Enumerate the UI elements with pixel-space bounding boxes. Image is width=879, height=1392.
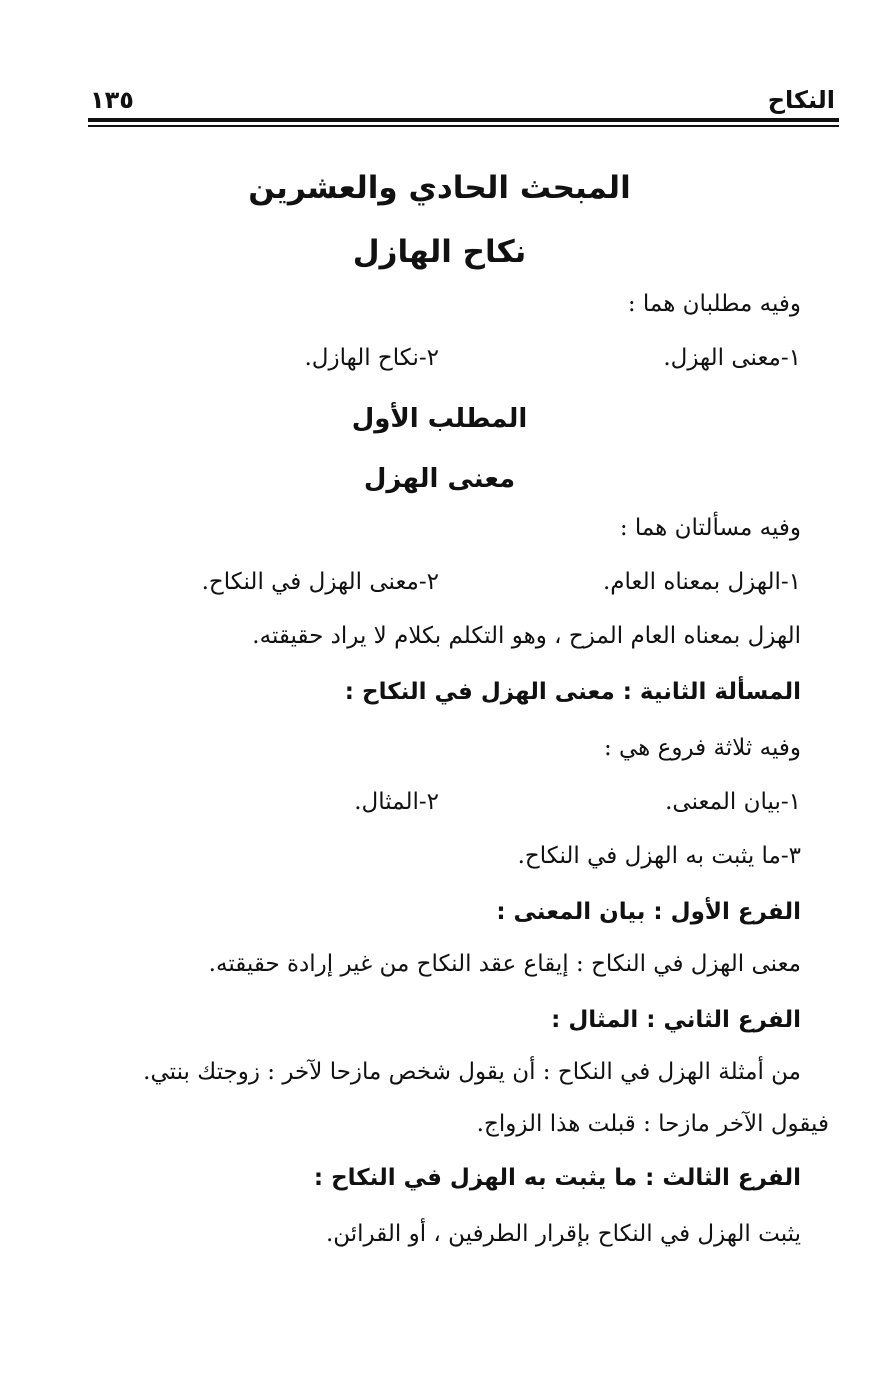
branch1-text: معنى الهزل في النكاح : إيقاع عقد النكاح من غير إرادة حقيقته. bbox=[208, 951, 801, 977]
demand-item-1: ١-معنى الهزل. bbox=[663, 345, 801, 371]
header-rule-thin bbox=[88, 125, 839, 127]
branch2-heading: الفرع الثاني : المثال : bbox=[551, 1007, 801, 1033]
page-number: ١٣٥ bbox=[90, 86, 134, 114]
branch2-text-2: فيقول الآخر مازحا : قبلت هذا الزواج. bbox=[476, 1111, 829, 1137]
intro-text: وفيه مطلبان هما : bbox=[627, 291, 801, 317]
branch-item-3: ٣-ما يثبت به الهزل في النكاح. bbox=[517, 843, 801, 869]
section-heading: المطلب الأول bbox=[351, 404, 528, 434]
header-rule-thick bbox=[88, 118, 839, 122]
branch3-heading: الفرع الثالث : ما يثبت به الهزل في النكاح : bbox=[313, 1165, 801, 1191]
issue2-intro: وفيه ثلاثة فروع هي : bbox=[603, 735, 801, 761]
section-subheading: معنى الهزل bbox=[363, 464, 516, 494]
running-header-title: النكاح bbox=[767, 86, 835, 114]
general-meaning-text: الهزل بمعناه العام المزح ، وهو التكلم بكلام لا يراد حقيقته. bbox=[252, 623, 801, 649]
demand-item-2: ٢-نكاح الهازل. bbox=[304, 345, 439, 371]
branch2-text-1: من أمثلة الهزل في النكاح : أن يقول شخص مازحا لآخر : زوجتك بنتي. bbox=[143, 1059, 801, 1085]
branch3-text: يثبت الهزل في النكاح بإقرار الطرفين ، أو القرائن. bbox=[325, 1221, 801, 1247]
topic-heading: نكاح الهازل bbox=[352, 234, 527, 270]
chapter-heading: المبحث الحادي والعشرين bbox=[248, 170, 631, 206]
issue2-heading: المسألة الثانية : معنى الهزل في النكاح : bbox=[344, 679, 801, 705]
issue-item-1: ١-الهزل بمعناه العام. bbox=[603, 569, 801, 595]
branch-item-2: ٢-المثال. bbox=[354, 789, 439, 815]
section-intro: وفيه مسألتان هما : bbox=[619, 515, 801, 541]
branch1-heading: الفرع الأول : بيان المعنى : bbox=[496, 899, 801, 925]
issue-item-2: ٢-معنى الهزل في النكاح. bbox=[201, 569, 439, 595]
branch-item-1: ١-بيان المعنى. bbox=[665, 789, 801, 815]
